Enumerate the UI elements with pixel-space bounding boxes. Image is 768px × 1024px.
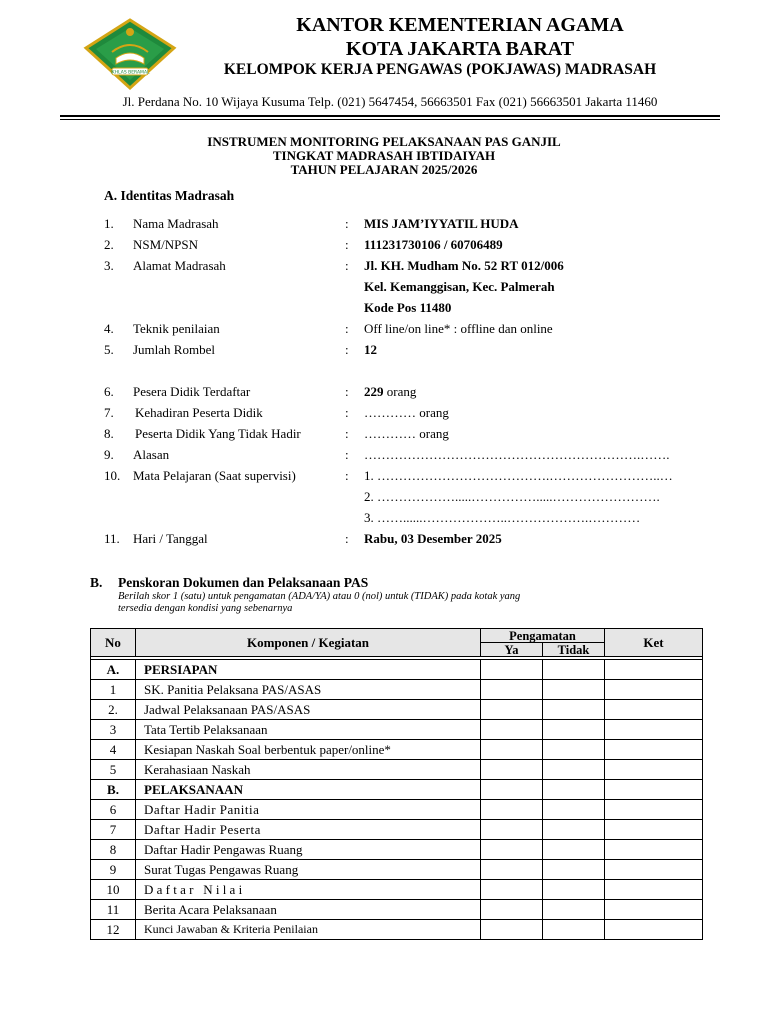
ket-cell[interactable] (605, 760, 703, 780)
score-ya-cell[interactable] (481, 820, 543, 840)
table-row: 3 Tata Tertib Pelaksanaan (91, 720, 703, 740)
doc-title-2: TINGKAT MADRASAH IBTIDAIYAH (272, 148, 496, 163)
address-line-1: Jl. KH. Mudham No. 52 RT 012/006 (364, 258, 564, 273)
score-tidak-cell[interactable] (543, 800, 605, 820)
identity-row: 1. Nama Madrasah : MIS JAM’IYYATIL HUDA (0, 214, 768, 234)
students-absent: ………… orang (364, 426, 449, 441)
table-row: 5 Kerahasiaan Naskah (91, 760, 703, 780)
identity-row-cont (0, 487, 768, 507)
identity-row: 2. NSM/NPSN : 111231730106 / 60706489 (0, 235, 768, 255)
score-ya-cell[interactable] (481, 920, 543, 940)
subject-line-2: 2. ……………….....…………….....……………………. (364, 489, 660, 504)
identity-row: 8. Peserta Didik Yang Tidak Hadir : ………… orang (0, 424, 768, 444)
table-row: 2. Jadwal Pelaksanaan PAS/ASAS (91, 700, 703, 720)
table-row: 11 Berita Acara Pelaksanaan (91, 900, 703, 920)
ket-cell[interactable] (605, 880, 703, 900)
table-group-row: A. PERSIAPAN (91, 660, 703, 680)
doc-title-1: INSTRUMEN MONITORING PELAKSANAAN PAS GANJIL (207, 134, 561, 149)
subject-line-3: 3. ……......………………..……………….………… (364, 510, 641, 525)
header-line-2: KOTA JAKARTA BARAT (345, 38, 575, 60)
identity-row: 11. Hari / Tanggal : Rabu, 03 Desember 2025 (0, 529, 768, 549)
school-name: MIS JAM’IYYATIL HUDA (364, 216, 519, 231)
score-tidak-cell[interactable] (543, 700, 605, 720)
table-row: 7 Daftar Hadir Peserta (91, 820, 703, 840)
assessment-technique: Off line/on line* : offline dan online (364, 321, 553, 336)
score-ya-cell[interactable] (481, 720, 543, 740)
address-line-2: Kel. Kemanggisan, Kec. Palmerah (364, 279, 555, 294)
table-row: 8 Daftar Hadir Pengawas Ruang (91, 840, 703, 860)
score-ya-cell[interactable] (481, 800, 543, 820)
score-tidak-cell[interactable] (543, 780, 605, 800)
section-b-heading: Penskoran Dokumen dan Pelaksanaan PAS (118, 575, 369, 590)
address-line-3: Kode Pos 11480 (364, 300, 452, 315)
rombel-count: 12 (364, 342, 377, 357)
score-tidak-cell[interactable] (543, 900, 605, 920)
ket-cell[interactable] (605, 780, 703, 800)
score-ya-cell[interactable] (481, 740, 543, 760)
ministry-logo (82, 18, 178, 90)
subject-line-1: 1. ………………………………….……………………..… (364, 468, 673, 483)
score-tidak-cell[interactable] (543, 860, 605, 880)
section-a-heading: A. Identitas Madrasah (104, 188, 235, 203)
nsm-npsn: 111231730106 / 60706489 (364, 237, 503, 252)
score-ya-cell[interactable] (481, 900, 543, 920)
table-row: 10 D a f t a r N i l a i (91, 880, 703, 900)
identity-row: 3. Alamat Madrasah : Jl. KH. Mudham No. 52 RT 012/006 (0, 256, 768, 276)
ket-cell[interactable] (605, 700, 703, 720)
identity-row: 9. Alasan : ……………………………………………………….……. (0, 445, 768, 465)
ket-cell[interactable] (605, 820, 703, 840)
table-row: 4 Kesiapan Naskah Soal berbentuk paper/online* (91, 740, 703, 760)
score-tidak-cell[interactable] (543, 880, 605, 900)
score-tidak-cell[interactable] (543, 660, 605, 680)
ket-cell[interactable] (605, 800, 703, 820)
header-address: Jl. Perdana No. 10 Wijaya Kusuma Telp. (021) 5647454, 56663501 Fax (021) 56663501 Jakarta 11460 (122, 94, 658, 109)
score-ya-cell[interactable] (481, 880, 543, 900)
score-ya-cell[interactable] (481, 680, 543, 700)
header-line-3: KELOMPOK KERJA PENGAWAS (POKJAWAS) MADRASAH (223, 61, 657, 78)
identity-row-cont (0, 298, 768, 318)
header-rule-thin (60, 119, 720, 120)
visit-date: Rabu, 03 Desember 2025 (364, 531, 502, 546)
ket-cell[interactable] (605, 900, 703, 920)
section-b-note-2: tersedia dengan kondisi yang sebenarnya (118, 603, 293, 614)
ket-cell[interactable] (605, 660, 703, 680)
header-line-1: KANTOR KEMENTERIAN AGAMA (296, 14, 624, 36)
section-b-note-1: Berilah skor 1 (satu) untuk pengamatan (ADA/YA) atau 0 (nol) untuk (TIDAK) pada kotak yang (118, 591, 521, 602)
score-tidak-cell[interactable] (543, 840, 605, 860)
ket-cell[interactable] (605, 680, 703, 700)
ket-cell[interactable] (605, 740, 703, 760)
identity-row: 5. Jumlah Rombel : 12 (0, 340, 768, 360)
identity-row: 4. Teknik penilaian : Off line/on line* : offline dan online (0, 319, 768, 339)
header-rule (60, 115, 720, 117)
score-ya-cell[interactable] (481, 840, 543, 860)
ket-cell[interactable] (605, 920, 703, 940)
table-group-row: B. PELAKSANAAN (91, 780, 703, 800)
score-tidak-cell[interactable] (543, 680, 605, 700)
doc-title-3: TAHUN PELAJARAN 2025/2026 (290, 162, 478, 177)
table-row: 9 Surat Tugas Pengawas Ruang (91, 860, 703, 880)
table-row: 12 Kunci Jawaban & Kriteria Penilaian (91, 920, 703, 940)
identity-row-cont (0, 277, 768, 297)
table-row: 1 SK. Panitia Pelaksana PAS/ASAS (91, 680, 703, 700)
section-b-letter: B. (90, 575, 103, 590)
scoring-table (90, 628, 703, 940)
col-no-header: No (91, 629, 136, 657)
score-tidak-cell[interactable] (543, 820, 605, 840)
ket-cell[interactable] (605, 860, 703, 880)
score-ya-cell[interactable] (481, 760, 543, 780)
col-ket-header: Ket (605, 629, 703, 657)
identity-row: 10. Mata Pelajaran (Saat supervisi) : 1. ………………………………….……………………..… (0, 466, 768, 486)
score-ya-cell[interactable] (481, 860, 543, 880)
score-tidak-cell[interactable] (543, 740, 605, 760)
score-ya-cell[interactable] (481, 700, 543, 720)
score-tidak-cell[interactable] (543, 720, 605, 740)
ket-cell[interactable] (605, 720, 703, 740)
student-attendance: ………… orang (364, 405, 449, 420)
absence-reason: ……………………………………………………….……. (364, 447, 670, 462)
identity-row: 6. Pesera Didik Terdaftar : 229 orang (0, 382, 768, 402)
logo-motto: IKHLAS BERAMAL (110, 70, 150, 76)
registered-students: 229 orang (364, 384, 417, 399)
score-tidak-cell[interactable] (543, 760, 605, 780)
identity-row: 7. Kehadiran Peserta Didik : ………… orang (0, 403, 768, 423)
score-ya-cell[interactable] (481, 780, 543, 800)
col-component-header: Komponen / Kegiatan (136, 629, 481, 657)
col-tidak-header: Tidak (543, 643, 605, 657)
identity-row-cont (0, 508, 768, 528)
score-tidak-cell[interactable] (543, 920, 605, 940)
table-row: 6 Daftar Hadir Panitia (91, 800, 703, 820)
score-ya-cell[interactable] (481, 660, 543, 680)
col-observation-header: Pengamatan (481, 629, 605, 643)
ket-cell[interactable] (605, 840, 703, 860)
col-ya-header: Ya (481, 643, 543, 657)
